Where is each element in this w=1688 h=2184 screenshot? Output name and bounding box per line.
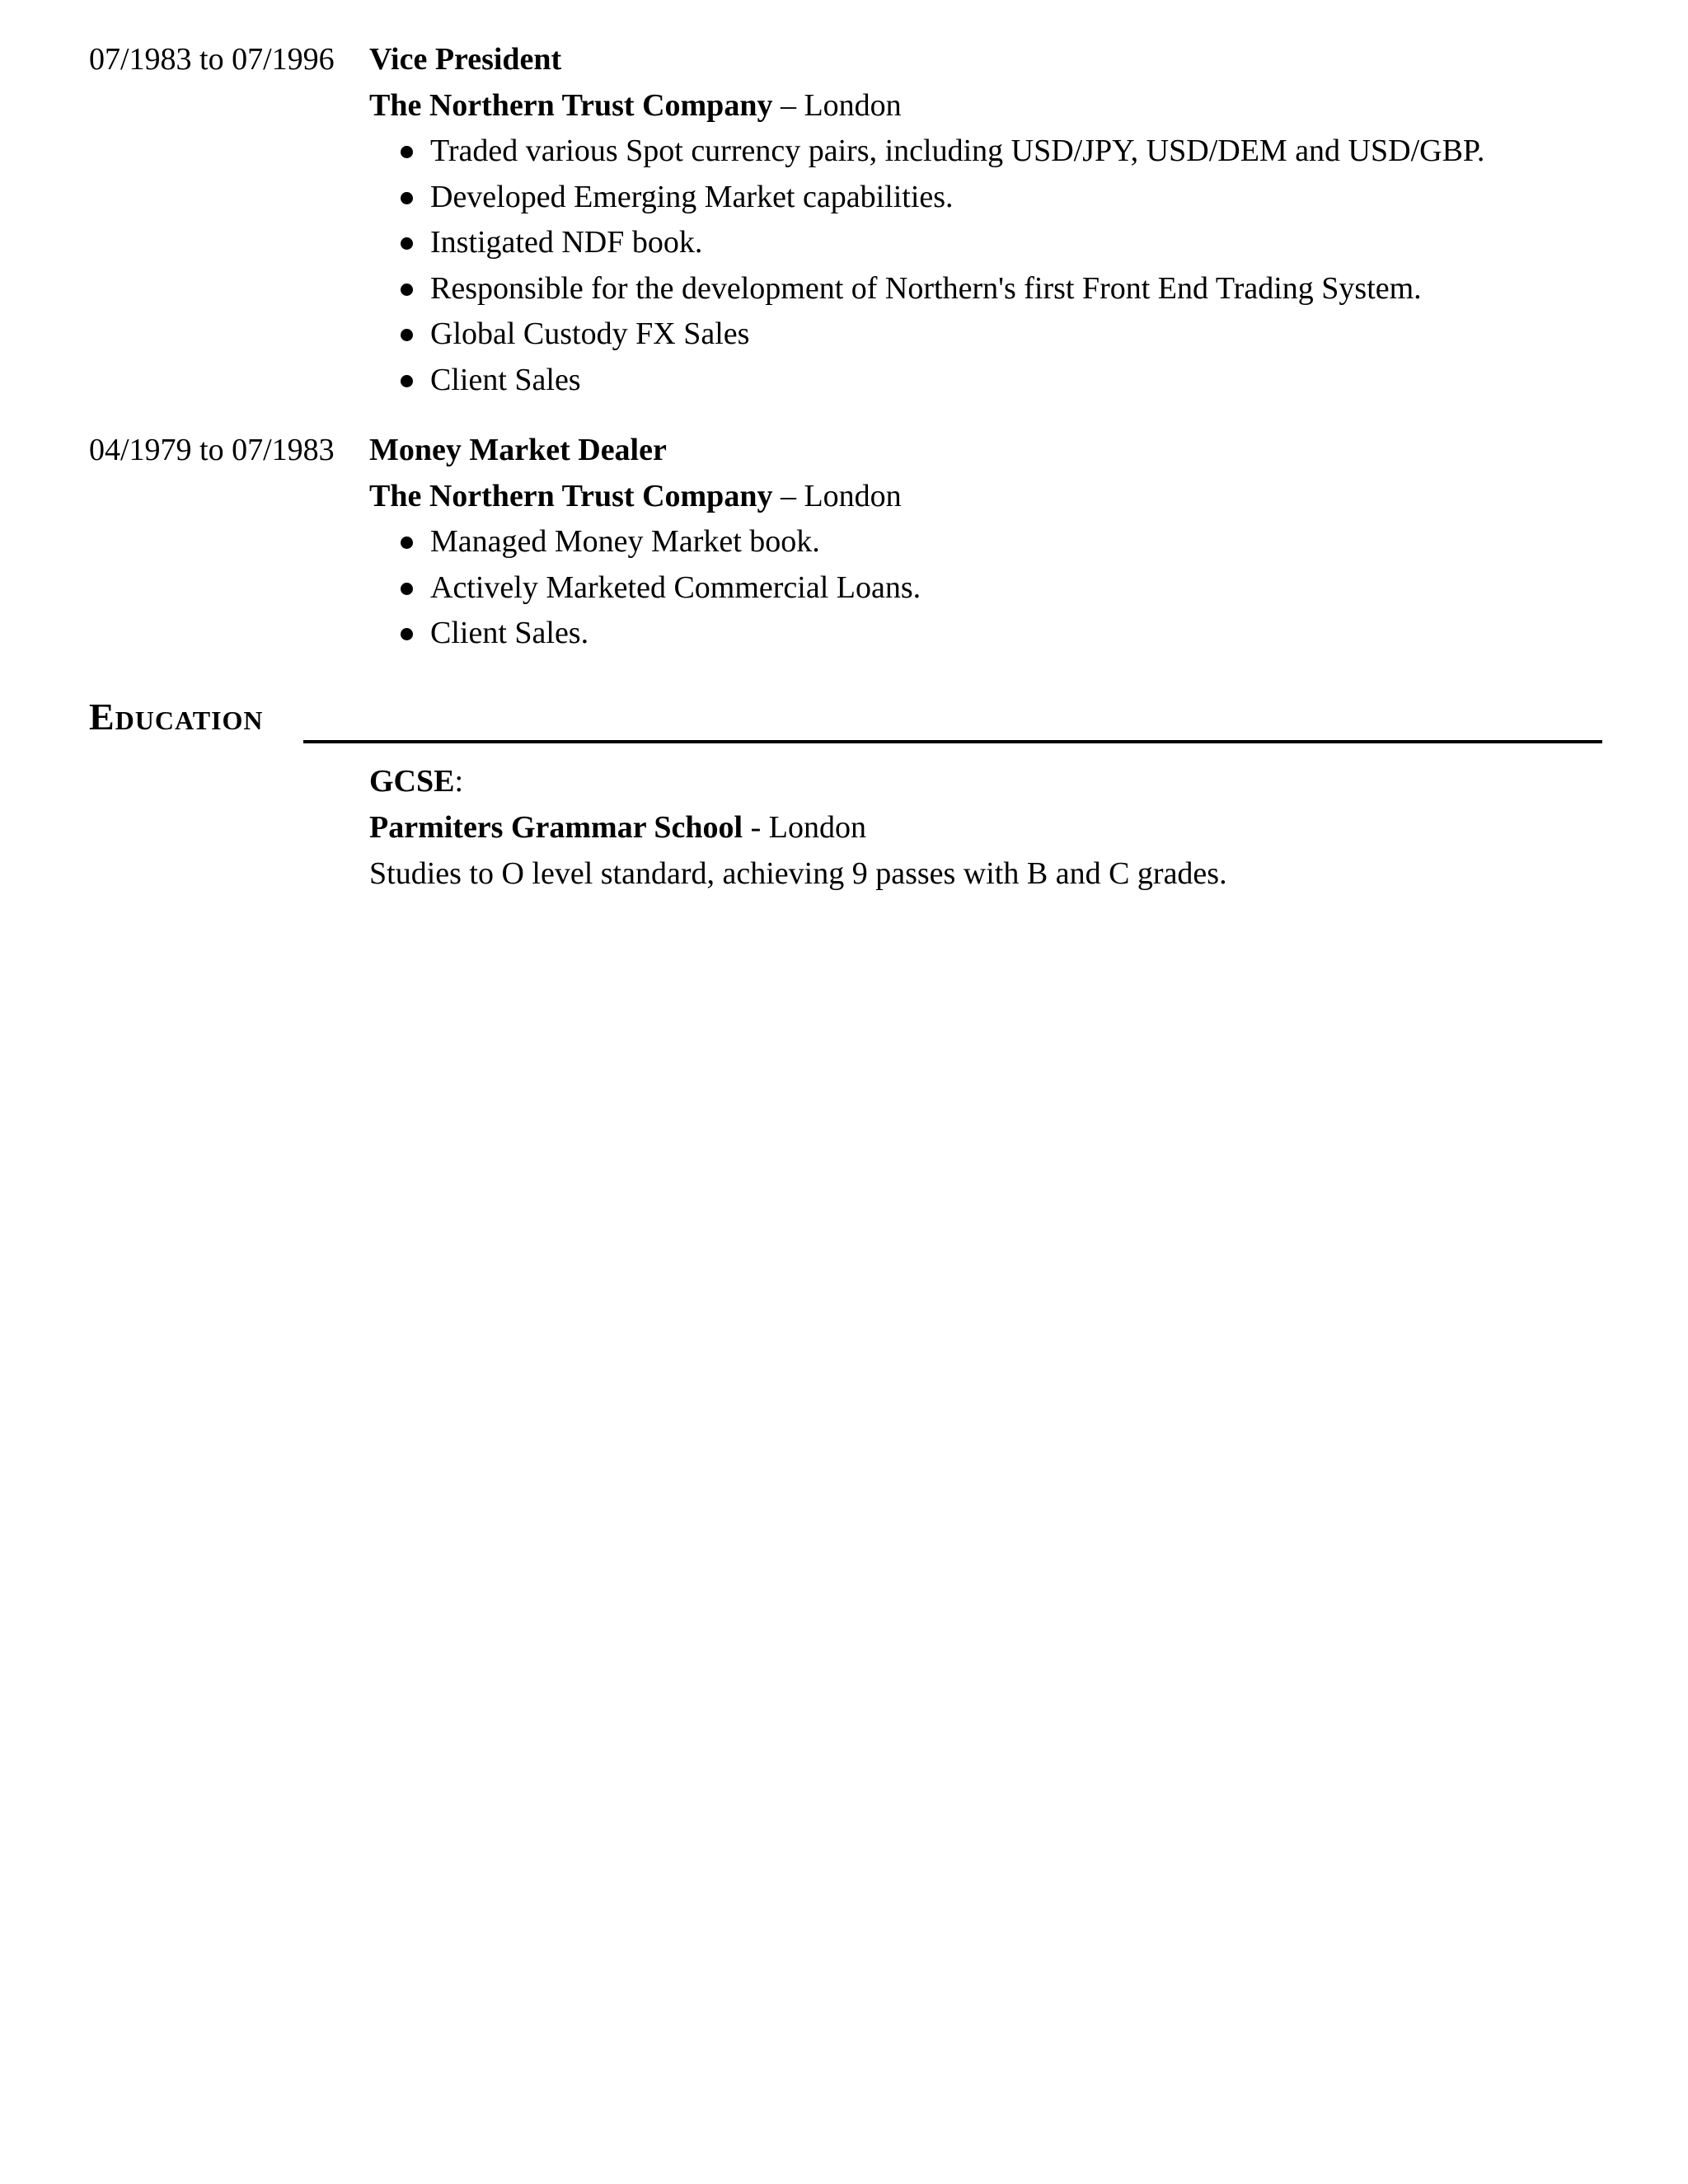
degree-suffix: : bbox=[454, 764, 464, 799]
job-dates: 07/1983 to 07/1996 bbox=[89, 42, 335, 77]
school-name: Parmiters Grammar School bbox=[369, 810, 743, 845]
bullet-icon bbox=[401, 583, 413, 595]
job-details bbox=[369, 36, 1589, 403]
section-divider bbox=[303, 740, 1602, 743]
job-responsibilities bbox=[369, 519, 1589, 657]
bullet-text: Client Sales. bbox=[430, 616, 589, 650]
degree-name: GCSE bbox=[369, 764, 455, 799]
list-item bbox=[369, 266, 1589, 312]
company-name: The Northern Trust Company bbox=[369, 88, 773, 123]
bullet-text: Instigated NDF book. bbox=[430, 225, 703, 260]
bullet-icon bbox=[401, 237, 413, 250]
bullet-text: Global Custody FX Sales bbox=[430, 316, 750, 351]
list-item bbox=[369, 611, 1589, 657]
degree-line bbox=[369, 758, 1589, 804]
bullet-icon bbox=[401, 628, 413, 640]
list-item bbox=[369, 175, 1589, 221]
job-location: London bbox=[804, 479, 902, 513]
bullet-text: Actively Marketed Commercial Loans. bbox=[430, 569, 921, 605]
bullet-text: Client Sales bbox=[430, 362, 581, 397]
job-title: Vice President bbox=[369, 42, 562, 77]
bullet-text: Managed Money Market book. bbox=[430, 524, 820, 559]
job-responsibilities bbox=[369, 129, 1589, 403]
location-separator: – bbox=[772, 88, 804, 123]
bullet-icon bbox=[401, 329, 413, 341]
list-item bbox=[369, 129, 1589, 175]
job-company-line bbox=[369, 82, 1589, 129]
bullet-text: Responsible for the development of Northern's first Front End Trading System. bbox=[430, 270, 1422, 306]
list-item bbox=[369, 312, 1589, 358]
list-item bbox=[369, 220, 1589, 266]
list-item bbox=[369, 565, 1589, 612]
job-dates: 04/1979 to 07/1983 bbox=[89, 433, 335, 467]
education-entry bbox=[369, 758, 1589, 897]
job-location: London bbox=[804, 88, 902, 123]
bullet-text: Traded various Spot currency pairs, including USD/JPY, USD/DEM and USD/GBP. bbox=[430, 134, 1485, 168]
section-heading-education: Education bbox=[89, 696, 264, 738]
school-separator: - bbox=[743, 810, 769, 845]
company-name: The Northern Trust Company bbox=[369, 479, 773, 513]
school-location: London bbox=[768, 810, 866, 845]
list-item bbox=[369, 519, 1589, 565]
job-company-line bbox=[369, 473, 1589, 519]
bullet-icon bbox=[401, 537, 413, 549]
bullet-text: Developed Emerging Market capabilities. bbox=[430, 179, 954, 214]
school-line bbox=[369, 804, 1589, 851]
location-separator: – bbox=[772, 479, 804, 513]
bullet-icon bbox=[401, 146, 413, 158]
bullet-icon bbox=[401, 284, 413, 296]
list-item bbox=[369, 358, 1589, 404]
education-description: Studies to O level standard, achieving 9 passes with B and C grades. bbox=[369, 856, 1227, 891]
job-title: Money Market Dealer bbox=[369, 433, 667, 467]
job-details bbox=[369, 427, 1589, 657]
bullet-icon bbox=[401, 375, 413, 387]
bullet-icon bbox=[401, 192, 413, 204]
